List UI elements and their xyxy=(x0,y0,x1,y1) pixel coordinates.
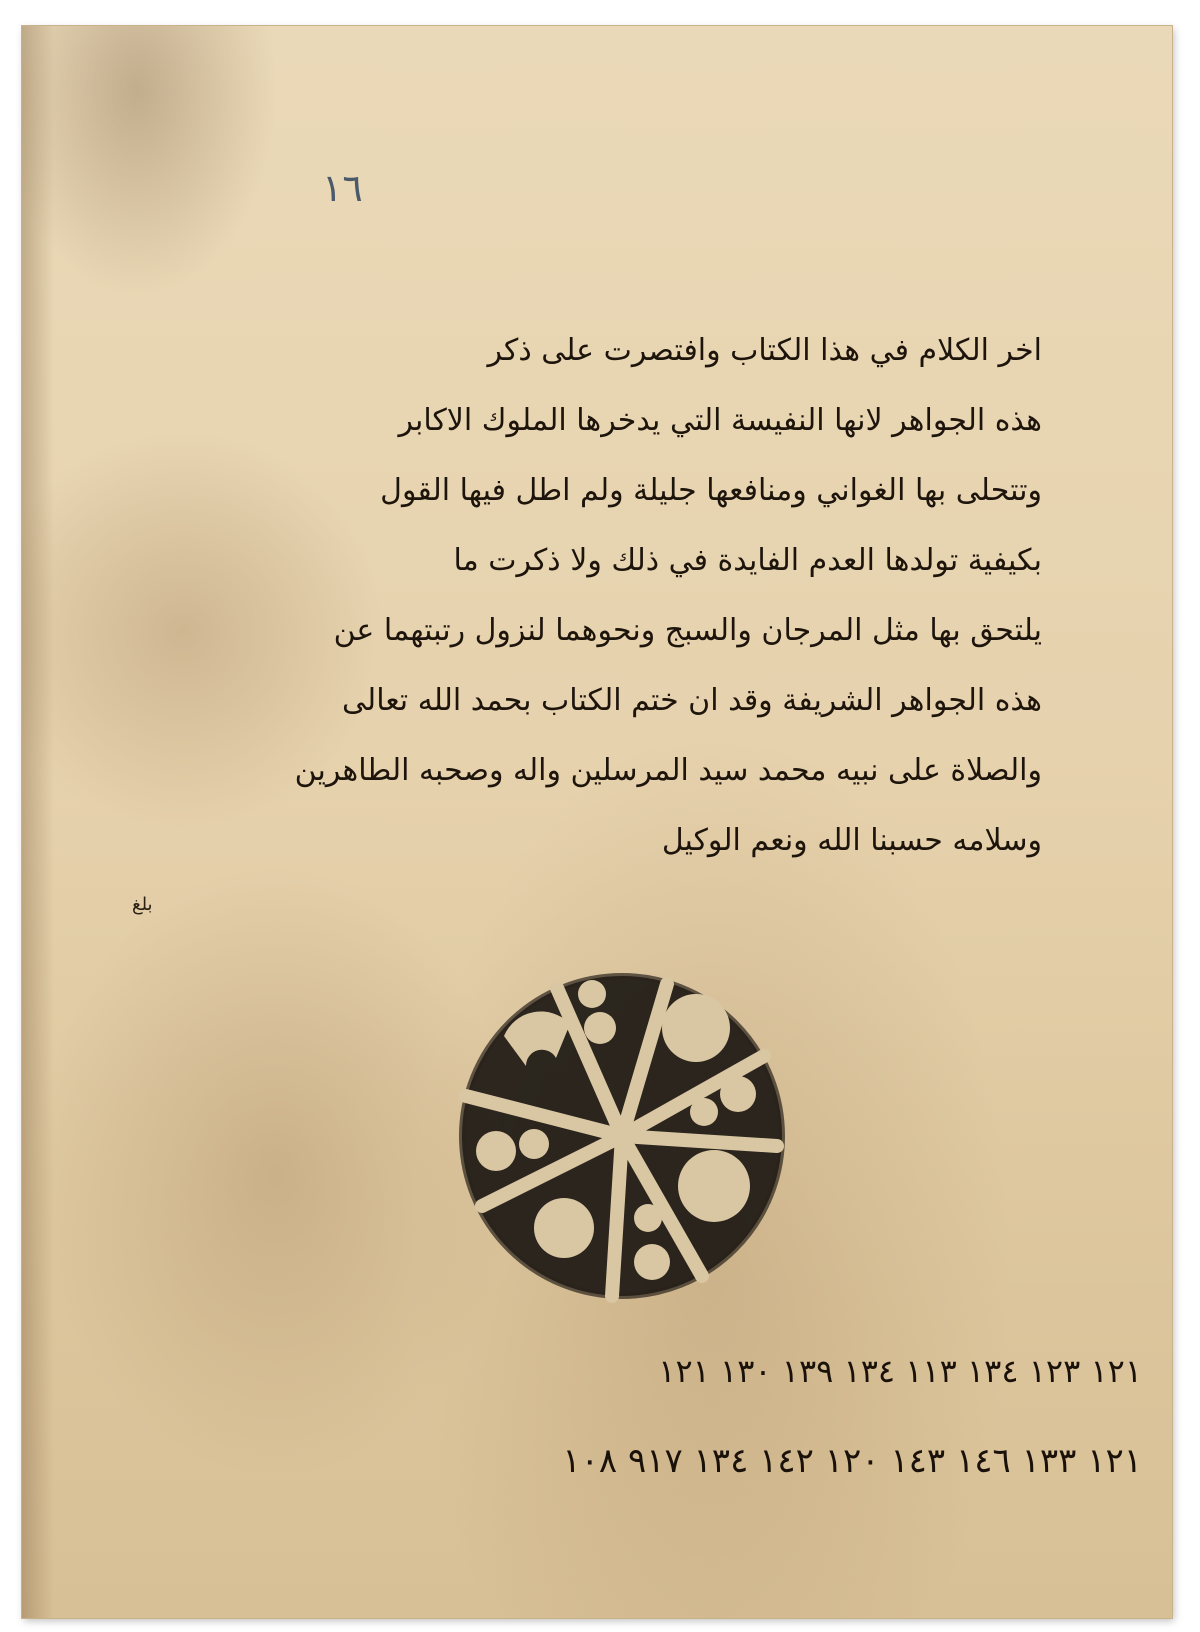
main-text-block xyxy=(222,316,1042,876)
text-line: اخر الكلام في هذا الكتاب وافتصرت على ذكر xyxy=(487,333,1042,368)
bottom-notes xyxy=(162,1326,1142,1506)
margin-note: بلغ xyxy=(132,894,153,915)
ownership-seal-icon xyxy=(452,966,792,1306)
text-line: بكيفية تولدها العدم الفايدة في ذلك ولا ذكرت ما xyxy=(453,543,1042,578)
text-line: وسلامه حسبنا الله ونعم الوكيل xyxy=(661,823,1042,858)
folio-number: ١٦ xyxy=(322,166,363,210)
note-line: ١٢١ ١٢٣ ١٣٤ ١١٣ ١٣٤ ١٣٩ ١٣٠ ١٢١ xyxy=(658,1352,1142,1390)
text-line: هذه الجواهر لانها النفيسة التي يدخرها الملوك الاكابر xyxy=(398,403,1042,438)
text-line: والصلاة على نبيه محمد سيد المرسلين واله وصحبه الطاهرين xyxy=(294,753,1042,788)
manuscript-page xyxy=(22,26,1172,1618)
text-line: يلتحق بها مثل المرجان والسبج ونحوهما لنزول رتبتهما عن xyxy=(333,613,1042,648)
spine-shadow xyxy=(22,26,54,1618)
text-line: وتتحلى بها الغواني ومنافعها جليلة ولم اطل فيها القول xyxy=(380,473,1042,508)
note-line: ١٢١ ١٣٣ ١٤٦ ١٤٣ ١٢٠ ١٤٢ ١٣٤ ٩١٧ ١٠٨ xyxy=(562,1441,1142,1481)
text-line: هذه الجواهر الشريفة وقد ان ختم الكتاب بحمد الله تعالى xyxy=(342,683,1042,718)
